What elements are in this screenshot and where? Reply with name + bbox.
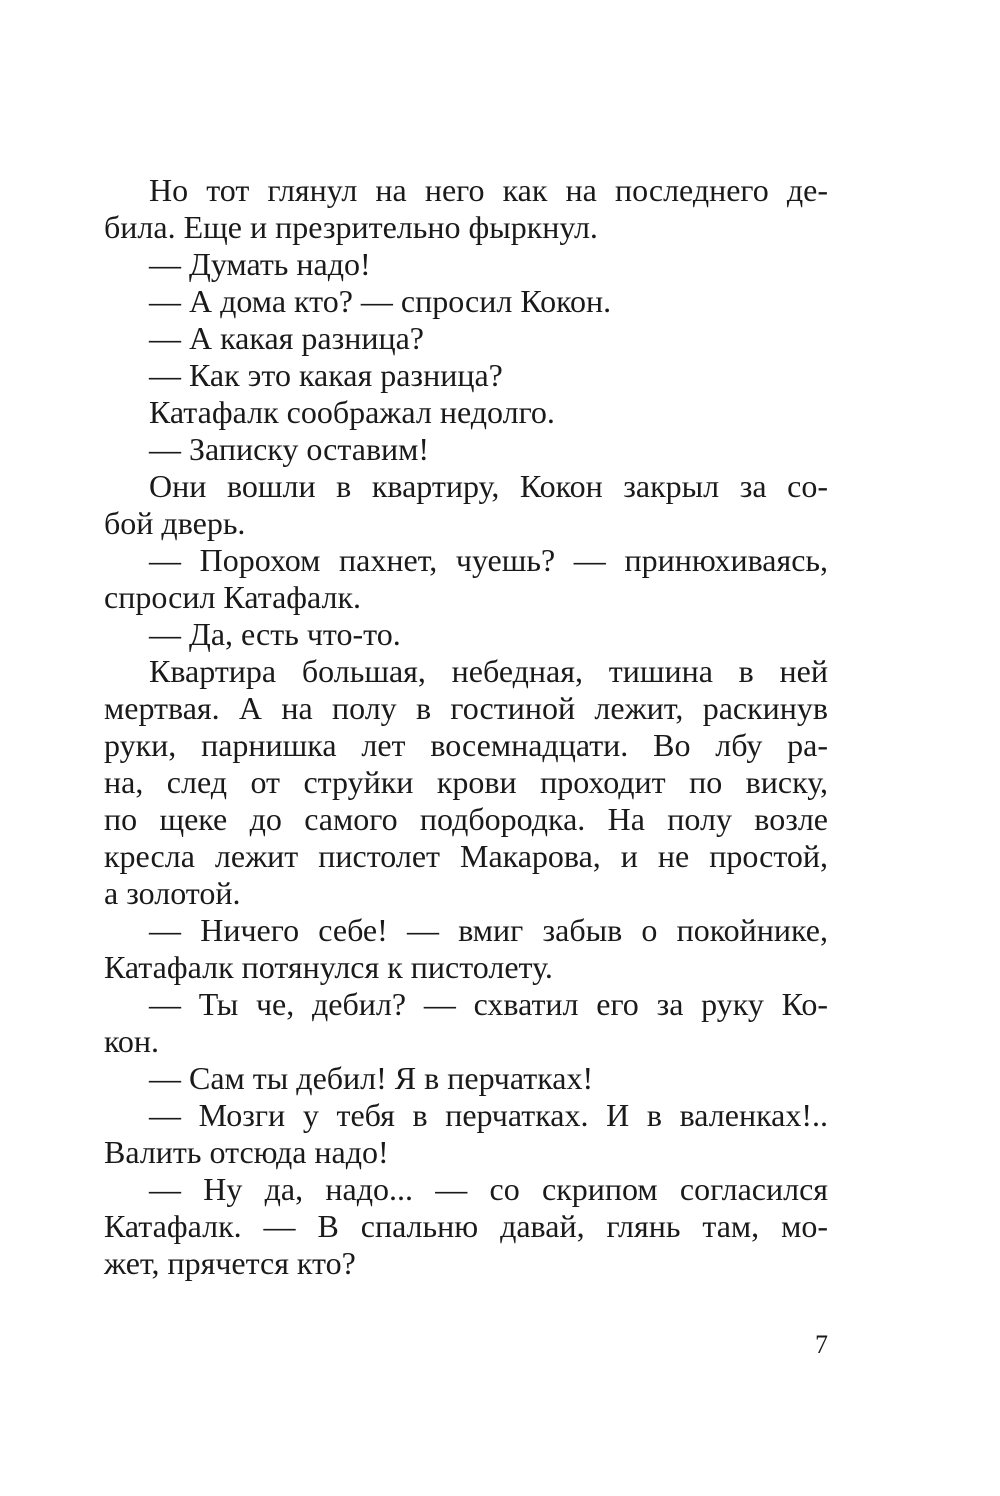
text-line: жет, прячется кто? [104,1245,356,1281]
text-line: кресла лежит пистолет Макарова, и не простой, [104,838,828,874]
text-line: — Мозги у тебя в перчатках. И в валенках!.. [149,1097,828,1133]
text-line: руки, парнишка лет восемнадцати. Во лбу ра- [104,727,828,763]
text-line: Катафалк потянулся к пистолету. [104,949,553,985]
text-line: на, след от струйки крови проходит по виску, [104,764,828,800]
text-line: — Ты че, дебил? — схватил его за руку Ко- [149,986,828,1022]
text-line: бой дверь. [104,505,246,541]
text-line: — Да, есть что-то. [149,616,401,652]
text-line: — Порохом пахнет, чуешь? — принюхиваясь, [149,542,828,578]
text-line: кон. [104,1023,160,1059]
body-text [104,172,828,1282]
text-line: Катафалк соображал недолго. [149,394,555,430]
text-line: — Сам ты дебил! Я в перчатках! [149,1060,594,1096]
page-number: 7 [815,1330,828,1359]
text-line: — Ну да, надо... — со скрипом согласился [149,1171,828,1207]
text-line: — А дома кто? — спросил Кокон. [149,283,612,319]
text-line: била. Еще и презрительно фыркнул. [104,209,598,245]
text-line: — Ничего себе! — вмиг забыв о покойнике, [149,912,828,948]
text-line: по щеке до самого подбородка. На полу возле [104,801,828,837]
text-line: Валить отсюда надо! [104,1134,389,1170]
text-line: Катафалк. — В спальню давай, глянь там, мо- [104,1208,828,1244]
text-line: спросил Катафалк. [104,579,362,615]
text-line: а золотой. [104,875,241,911]
text-line: мертвая. А на полу в гостиной лежит, раскинув [104,690,828,726]
text-line: Они вошли в квартиру, Кокон закрыл за со- [149,468,828,504]
text-line: Но тот глянул на него как на последнего де- [149,172,828,208]
text-line: — Записку оставим! [149,431,430,467]
text-line: — Как это какая разница? [149,357,503,393]
text-line: — Думать надо! [149,246,371,282]
text-line: Квартира большая, небедная, тишина в ней [149,653,828,689]
text-line: — А какая разница? [149,320,424,356]
